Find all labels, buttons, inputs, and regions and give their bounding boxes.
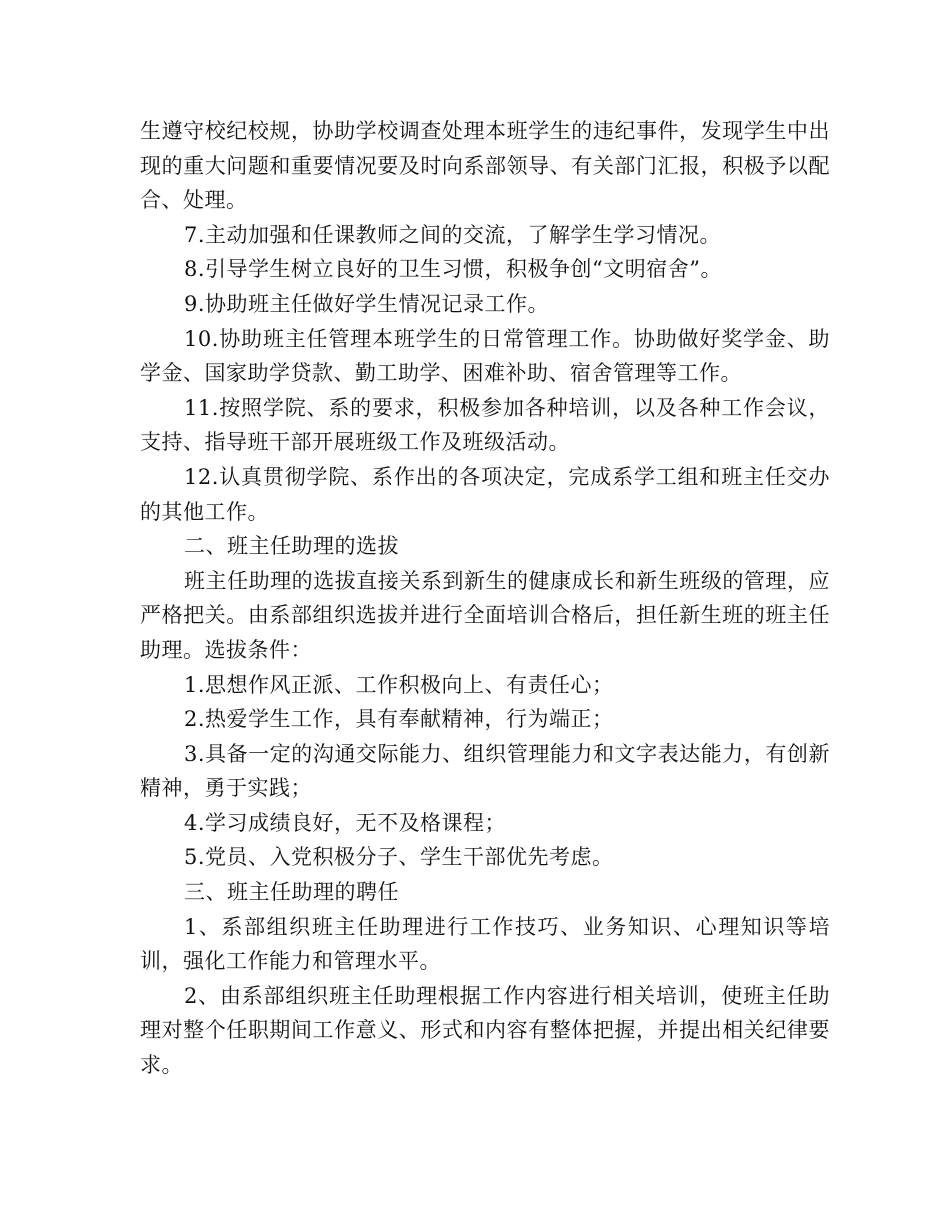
criteria-item-4: 4.学习成绩良好，无不及格课程； [184, 810, 507, 835]
criteria-item-1: 1.思想作风正派、工作积极向上、有责任心； [184, 672, 614, 697]
criteria-item-2: 2.热爱学生工作，具有奉献精神，行为端正； [184, 707, 614, 732]
section-heading-selection: 二、班主任助理的选拔 [184, 534, 399, 559]
list-item-7: 7.主动加强和任课教师之间的交流，了解学生学习情况。 [184, 222, 722, 247]
list-item-11: 11.按照学院、系的要求，积极参加各种培训，以及各种工作会议，支持、指导班干部开展班级工作及班级活动。 [140, 395, 830, 455]
appointment-item-1: 1、系部组织班主任助理进行工作技巧、业务知识、心理知识等培训，强化工作能力和管理水平。 [140, 914, 830, 974]
paragraph-continuation: 生遵守校纪校规，协助学校调查处理本班学生的违纪事件，发现学生中出现的重大问题和重要情况要及时向系部领导、有关部门汇报，积极予以配合、处理。 [140, 119, 830, 213]
list-item-10: 10.协助班主任管理本班学生的日常管理工作。协助做好奖学金、助学金、国家助学贷款、勤工助学、困难补助、宿舍管理等工作。 [140, 326, 830, 386]
paragraph-selection-intro: 班主任助理的选拔直接关系到新生的健康成长和新生班级的管理，应严格把关。由系部组织选拔并进行全面培训合格后，担任新生班的班主任助理。选拔条件： [140, 568, 830, 662]
list-item-8: 8.引导学生树立良好的卫生习惯，积极争创“文明宿舍”。 [184, 257, 723, 282]
list-item-12: 12.认真贯彻学院、系作出的各项决定，完成系学工组和班主任交办的其他工作。 [140, 464, 830, 524]
document-body [140, 114, 830, 1083]
appointment-item-2: 2、由系部组织班主任助理根据工作内容进行相关培训，使班主任助理对整个任职期间工作意义、形式和内容有整体把握，并提出相关纪律要求。 [140, 983, 830, 1078]
criteria-item-5: 5.党员、入党积极分子、学生干部优先考虑。 [184, 845, 614, 870]
section-heading-appointment: 三、班主任助理的聘任 [184, 880, 399, 905]
list-item-9: 9.协助班主任做好学生情况记录工作。 [184, 291, 550, 316]
criteria-item-3: 3.具备一定的沟通交际能力、组织管理能力和文字表达能力，有创新精神，勇于实践； [140, 741, 830, 801]
